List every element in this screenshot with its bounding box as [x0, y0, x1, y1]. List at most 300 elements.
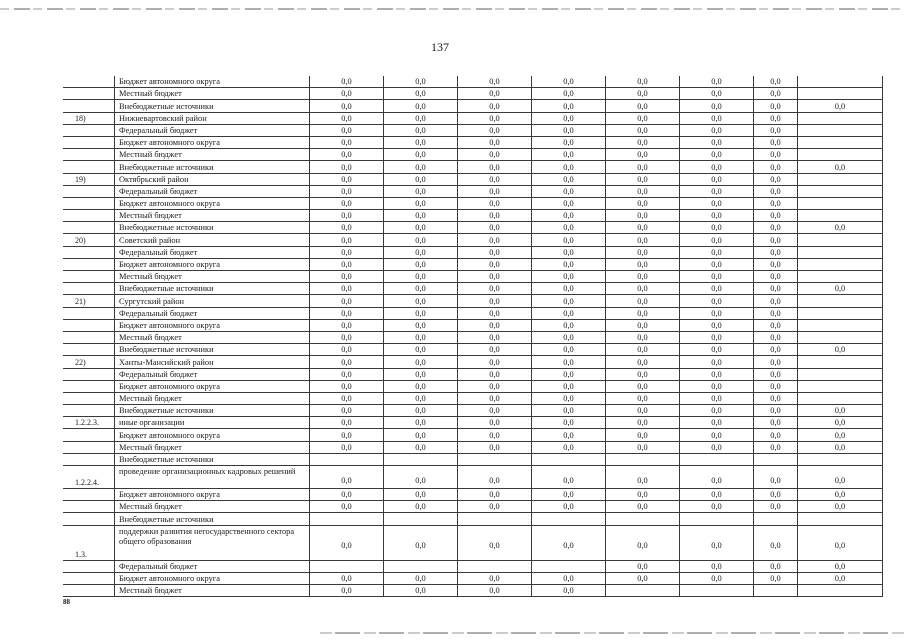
- corner-mark: 88: [63, 598, 70, 606]
- value: 0,0: [563, 247, 574, 257]
- value: 0,0: [415, 442, 426, 452]
- row-name-cell: [114, 561, 309, 572]
- value: 0,0: [637, 284, 648, 294]
- value-cell: [457, 585, 531, 596]
- row-name-cell: [114, 417, 309, 428]
- value-cell: [753, 271, 797, 282]
- value-cell: [383, 393, 457, 404]
- row-name: проведение организационных кадровых решений: [119, 467, 296, 476]
- value: 0,0: [637, 320, 648, 330]
- scan-edge-top: [0, 8, 905, 10]
- row-name: Местный бюджет: [119, 442, 182, 452]
- row-name-cell: [114, 573, 309, 584]
- value-cell: [605, 271, 679, 282]
- value: 0,0: [415, 174, 426, 184]
- value: 0,0: [489, 150, 500, 160]
- value: 0,0: [711, 490, 722, 500]
- value: 0,0: [489, 418, 500, 428]
- value-cell: [531, 198, 605, 209]
- value: 0,0: [415, 89, 426, 99]
- row-name: Местный бюджет: [119, 394, 182, 404]
- row-name: Сургутский район: [119, 296, 185, 306]
- value: 0,0: [637, 345, 648, 355]
- value-cell: [531, 234, 605, 245]
- value-cell: [753, 76, 797, 87]
- value: 0,0: [834, 223, 846, 233]
- value-cell: [679, 513, 753, 524]
- value: 0,0: [415, 77, 426, 87]
- value: 0,0: [770, 150, 781, 160]
- value: 0,0: [489, 138, 500, 148]
- row-name-cell: [114, 489, 309, 500]
- value-cell: [383, 174, 457, 185]
- value: 0,0: [563, 77, 574, 87]
- value: 0,0: [341, 125, 352, 135]
- value-cell: [531, 259, 605, 270]
- value-cell: [679, 369, 753, 380]
- value-cell: [605, 174, 679, 185]
- value-cell: [605, 234, 679, 245]
- row-name-cell: [114, 585, 309, 596]
- value: 0,0: [341, 260, 352, 269]
- value: 0,0: [711, 89, 722, 99]
- value-cell: [309, 320, 383, 331]
- value-cell: [457, 76, 531, 87]
- table-row: [63, 526, 883, 561]
- value: 0,0: [489, 540, 500, 550]
- value: 0,0: [563, 186, 574, 196]
- value-cell: [531, 125, 605, 136]
- value: 0,0: [489, 113, 500, 123]
- value: 0,0: [637, 272, 648, 282]
- value-cell: [383, 466, 457, 488]
- value-cell: [383, 234, 457, 245]
- value-cell: [753, 295, 797, 306]
- value-cell: [753, 100, 797, 111]
- row-name-cell: [114, 113, 309, 124]
- value-cell: [457, 466, 531, 488]
- value-cell: [383, 283, 457, 294]
- value-cell: [383, 585, 457, 596]
- row-number: 1.2.2.4.: [75, 478, 99, 487]
- value-cell: [797, 454, 883, 465]
- value: 0,0: [711, 186, 722, 196]
- value: 0,0: [711, 345, 722, 355]
- value-cell: [457, 247, 531, 258]
- value: 0,0: [770, 320, 781, 330]
- value-cell: [797, 356, 883, 367]
- row-name-cell: [114, 344, 309, 355]
- value: 0,0: [637, 369, 648, 379]
- value: 0,0: [711, 211, 722, 221]
- value: 0,0: [770, 430, 781, 440]
- row-number-cell: [63, 308, 114, 319]
- value-cell: [753, 344, 797, 355]
- value-cell: [605, 489, 679, 500]
- row-number-cell: [63, 344, 114, 355]
- row-name-cell: [114, 283, 309, 294]
- table-row: [63, 271, 883, 283]
- value-cell: [797, 561, 883, 572]
- value: 0,0: [415, 381, 426, 391]
- value-cell: [309, 100, 383, 111]
- value: 0,0: [341, 113, 352, 123]
- value: 0,0: [770, 89, 781, 99]
- row-name: Советский район: [119, 235, 181, 245]
- value-cell: [457, 174, 531, 185]
- value: 0,0: [770, 561, 781, 571]
- row-name-cell: [114, 100, 309, 111]
- value-cell: [309, 573, 383, 584]
- value: 0,0: [563, 150, 574, 160]
- value: 0,0: [770, 223, 781, 233]
- value: 0,0: [341, 247, 352, 257]
- value-cell: [531, 356, 605, 367]
- value-cell: [531, 320, 605, 331]
- value: 0,0: [563, 573, 574, 583]
- value-cell: [309, 271, 383, 282]
- value-cell: [797, 149, 883, 160]
- value-cell: [797, 466, 883, 488]
- value-cell: [797, 526, 883, 560]
- value-cell: [457, 356, 531, 367]
- value-cell: [797, 429, 883, 440]
- value-cell: [457, 573, 531, 584]
- value: 0,0: [770, 162, 781, 172]
- value: 0,0: [770, 502, 781, 512]
- value: 0,0: [770, 247, 781, 257]
- value-cell: [605, 295, 679, 306]
- value: 0,0: [341, 174, 352, 184]
- value-cell: [679, 174, 753, 185]
- row-name: Местный бюджет: [119, 502, 182, 512]
- table-row: [63, 283, 883, 295]
- value-cell: [309, 137, 383, 148]
- value-cell: [383, 100, 457, 111]
- value-cell: [383, 149, 457, 160]
- row-number: 20): [75, 235, 86, 245]
- row-name-cell: [114, 76, 309, 87]
- value: 0,0: [415, 199, 426, 209]
- value: 0,0: [489, 333, 500, 343]
- value-cell: [457, 88, 531, 99]
- value: 0,0: [711, 77, 722, 87]
- value-cell: [679, 454, 753, 465]
- value-cell: [605, 247, 679, 258]
- value: 0,0: [489, 573, 500, 583]
- value: 0,0: [637, 211, 648, 221]
- value: 0,0: [489, 101, 500, 111]
- value-cell: [309, 186, 383, 197]
- value-cell: [679, 429, 753, 440]
- row-name: Федеральный бюджет: [119, 186, 198, 196]
- value: 0,0: [415, 162, 426, 172]
- value: 0,0: [770, 475, 781, 485]
- row-name-cell: [114, 356, 309, 367]
- row-name: Федеральный бюджет: [119, 369, 198, 379]
- value-cell: [753, 369, 797, 380]
- value-cell: [531, 137, 605, 148]
- value-cell: [753, 113, 797, 124]
- row-number-cell: [63, 585, 114, 596]
- value: 0,0: [563, 345, 574, 355]
- row-name-cell: [114, 295, 309, 306]
- table-row: [63, 429, 883, 441]
- value-cell: [309, 501, 383, 512]
- value: 0,0: [637, 138, 648, 148]
- value-cell: [383, 526, 457, 560]
- value: 0,0: [489, 345, 500, 355]
- value: 0,0: [489, 586, 500, 596]
- row-name: иные организации: [119, 418, 185, 428]
- value-cell: [531, 174, 605, 185]
- table-row: [63, 320, 883, 332]
- value: 0,0: [770, 394, 781, 404]
- value: 0,0: [341, 150, 352, 160]
- value-cell: [383, 113, 457, 124]
- value: 0,0: [637, 235, 648, 245]
- value: 0,0: [563, 235, 574, 245]
- row-number-cell: [63, 271, 114, 282]
- row-name-cell: [114, 234, 309, 245]
- row-name-cell: [114, 125, 309, 136]
- value-cell: [457, 222, 531, 233]
- table-row: [63, 405, 883, 417]
- row-name: Внебюджетные источники: [119, 223, 214, 233]
- value: 0,0: [770, 442, 781, 452]
- value-cell: [457, 125, 531, 136]
- value: 0,0: [415, 138, 426, 148]
- value: 0,0: [637, 406, 648, 416]
- value-cell: [383, 513, 457, 524]
- value-cell: [309, 429, 383, 440]
- value-cell: [797, 417, 883, 428]
- value: 0,0: [711, 174, 722, 184]
- row-name: Местный бюджет: [119, 586, 182, 596]
- value: 0,0: [637, 333, 648, 343]
- row-number-cell: [63, 88, 114, 99]
- value-cell: [383, 489, 457, 500]
- value-cell: [383, 417, 457, 428]
- value-cell: [457, 501, 531, 512]
- value-cell: [531, 513, 605, 524]
- value: 0,0: [415, 272, 426, 282]
- value-cell: [679, 489, 753, 500]
- value-cell: [797, 513, 883, 524]
- value: 0,0: [637, 162, 648, 172]
- value-cell: [605, 573, 679, 584]
- value: 0,0: [563, 394, 574, 404]
- value: 0,0: [563, 442, 574, 452]
- value: 0,0: [415, 320, 426, 330]
- value-cell: [457, 393, 531, 404]
- value-cell: [605, 88, 679, 99]
- value-cell: [457, 442, 531, 453]
- value-cell: [679, 501, 753, 512]
- value-cell: [309, 454, 383, 465]
- row-name: Местный бюджет: [119, 333, 182, 343]
- value: 0,0: [637, 490, 648, 500]
- value: 0,0: [711, 272, 722, 282]
- table-row: [63, 369, 883, 381]
- value: 0,0: [711, 357, 722, 367]
- value-cell: [457, 417, 531, 428]
- value-cell: [531, 417, 605, 428]
- value-cell: [605, 513, 679, 524]
- value-cell: [309, 369, 383, 380]
- table-row: [63, 561, 883, 573]
- value-cell: [309, 222, 383, 233]
- value-cell: [605, 113, 679, 124]
- scan-edge-bottom: [320, 632, 905, 634]
- value-cell: [753, 501, 797, 512]
- value: 0,0: [770, 260, 781, 269]
- value-cell: [797, 320, 883, 331]
- value-cell: [309, 88, 383, 99]
- value-cell: [679, 466, 753, 488]
- value: 0,0: [711, 333, 722, 343]
- value: 0,0: [834, 540, 846, 550]
- value: 0,0: [563, 296, 574, 306]
- value-cell: [605, 149, 679, 160]
- value-cell: [753, 247, 797, 258]
- value: 0,0: [563, 138, 574, 148]
- row-number-cell: [63, 76, 114, 87]
- row-number-cell: [63, 489, 114, 500]
- table-row: [63, 489, 883, 501]
- value-cell: [605, 356, 679, 367]
- value: 0,0: [489, 308, 500, 318]
- value-cell: [797, 442, 883, 453]
- value-cell: [753, 332, 797, 343]
- value-cell: [797, 161, 883, 172]
- value: 0,0: [770, 540, 781, 550]
- value: 0,0: [770, 186, 781, 196]
- value-cell: [309, 76, 383, 87]
- value-cell: [309, 561, 383, 572]
- value-cell: [679, 100, 753, 111]
- value: 0,0: [770, 235, 781, 245]
- table-row: [63, 573, 883, 585]
- value: 0,0: [563, 320, 574, 330]
- value: 0,0: [341, 540, 352, 550]
- table-row: [63, 198, 883, 210]
- value-cell: [531, 76, 605, 87]
- value-cell: [309, 526, 383, 560]
- value-cell: [605, 308, 679, 319]
- value: 0,0: [770, 369, 781, 379]
- value: 0,0: [563, 125, 574, 135]
- value-cell: [605, 76, 679, 87]
- value-cell: [383, 259, 457, 270]
- value-cell: [753, 429, 797, 440]
- value: 0,0: [637, 475, 648, 485]
- value-cell: [753, 573, 797, 584]
- value-cell: [457, 332, 531, 343]
- value-cell: [753, 259, 797, 270]
- value: 0,0: [637, 113, 648, 123]
- value-cell: [753, 405, 797, 416]
- value-cell: [753, 137, 797, 148]
- value-cell: [753, 381, 797, 392]
- row-number-cell: [63, 234, 114, 245]
- value: 0,0: [834, 162, 846, 172]
- table-row: [63, 585, 883, 597]
- value-cell: [309, 113, 383, 124]
- value-cell: [531, 489, 605, 500]
- value: 0,0: [637, 247, 648, 257]
- budget-table: [63, 76, 883, 597]
- row-name-cell: [114, 381, 309, 392]
- page-number: 137: [431, 40, 449, 54]
- value: 0,0: [415, 573, 426, 583]
- value-cell: [753, 442, 797, 453]
- table-row: [63, 88, 883, 100]
- value: 0,0: [563, 284, 574, 294]
- value: 0,0: [834, 284, 846, 294]
- value: 0,0: [770, 345, 781, 355]
- value: 0,0: [770, 138, 781, 148]
- row-number: 18): [75, 113, 86, 123]
- value: 0,0: [563, 406, 574, 416]
- table-row: [63, 113, 883, 125]
- value: 0,0: [711, 561, 722, 571]
- row-name: Внебюджетные источники: [119, 162, 214, 172]
- value-cell: [797, 271, 883, 282]
- value-cell: [605, 381, 679, 392]
- value: 0,0: [711, 369, 722, 379]
- value: 0,0: [711, 247, 722, 257]
- value: 0,0: [341, 369, 352, 379]
- value: 0,0: [341, 394, 352, 404]
- row-name: поддержки развития негосударственного сектора общего образования: [119, 526, 295, 546]
- value-cell: [383, 247, 457, 258]
- row-number-cell: [63, 125, 114, 136]
- value-cell: [309, 161, 383, 172]
- value-cell: [753, 308, 797, 319]
- table-row: [63, 210, 883, 222]
- value-cell: [797, 113, 883, 124]
- value-cell: [797, 393, 883, 404]
- value-cell: [383, 222, 457, 233]
- value: 0,0: [341, 573, 352, 583]
- value-cell: [383, 198, 457, 209]
- row-name-cell: [114, 429, 309, 440]
- value: 0,0: [489, 442, 500, 452]
- value-cell: [679, 573, 753, 584]
- value-cell: [531, 585, 605, 596]
- row-number-cell: [63, 501, 114, 512]
- value-cell: [797, 259, 883, 270]
- value-cell: [531, 308, 605, 319]
- row-name: Бюджет автономного округа: [119, 320, 220, 330]
- row-number-cell: [63, 466, 114, 488]
- value-cell: [457, 271, 531, 282]
- value-cell: [309, 125, 383, 136]
- value-cell: [531, 283, 605, 294]
- row-number-cell: [63, 405, 114, 416]
- value: 0,0: [489, 296, 500, 306]
- row-name: Местный бюджет: [119, 150, 182, 160]
- value-cell: [679, 198, 753, 209]
- value-cell: [753, 585, 797, 596]
- value: 0,0: [415, 150, 426, 160]
- row-name: Федеральный бюджет: [119, 247, 198, 257]
- value-cell: [457, 186, 531, 197]
- row-name: Бюджет автономного округа: [119, 430, 220, 440]
- value: 0,0: [489, 502, 500, 512]
- value: 0,0: [770, 357, 781, 367]
